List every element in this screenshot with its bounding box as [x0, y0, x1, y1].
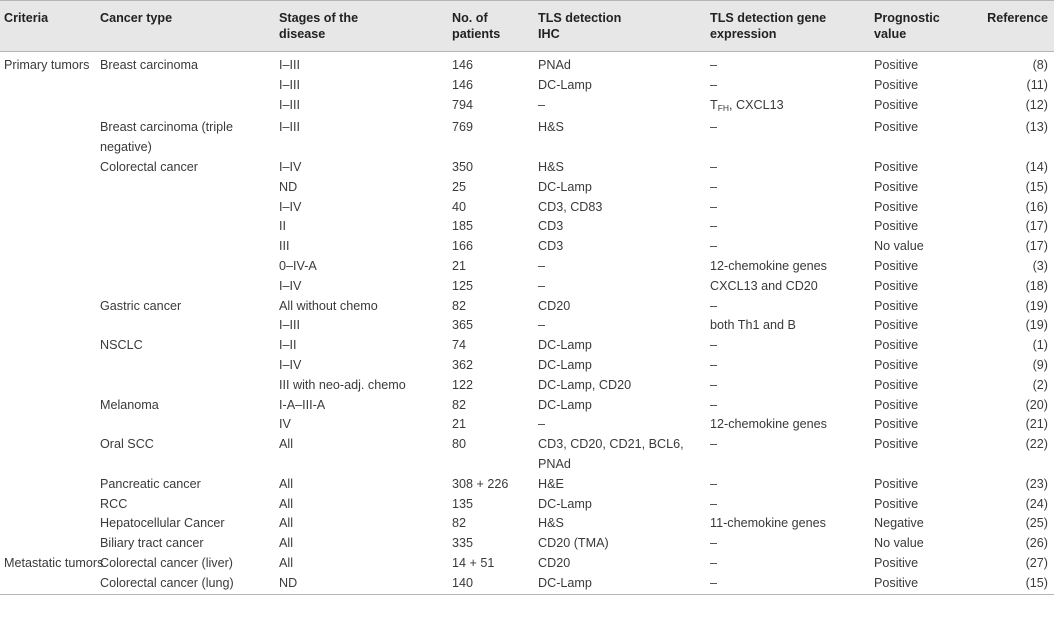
cell-cancer-type: [96, 316, 275, 336]
cell-prognostic: Positive: [874, 120, 919, 135]
cell-patients: 80: [452, 437, 467, 452]
cell-criteria: [0, 257, 96, 277]
cell-stage: ND: [275, 574, 448, 594]
table-row: [0, 96, 1054, 119]
cell-gene: 11-chemokine genes: [710, 516, 826, 531]
cell-stage: I–III: [279, 120, 300, 135]
table-row: [0, 277, 1054, 297]
cell-stage: IV: [279, 417, 291, 432]
table-row: [0, 495, 1054, 515]
cell-cancer-type: Colorectal cancer (liver): [100, 555, 233, 570]
cell-patients: 350: [452, 159, 474, 174]
cell-prognostic: Positive: [874, 219, 919, 234]
cell-gene: CXCL13 and CD20: [710, 278, 818, 293]
cell-patients: 125: [452, 278, 474, 293]
cell-gene: –: [706, 574, 870, 594]
cell-criteria: [0, 297, 96, 317]
cell-cancer-type: Oral SCC: [100, 437, 154, 452]
header-reference: Reference: [966, 1, 1054, 52]
cell-patients: 14 + 51: [452, 555, 495, 570]
cell-criteria: [0, 158, 96, 178]
header-row: [0, 1, 1054, 52]
table-row: [0, 316, 1054, 336]
table-row: [0, 415, 1054, 435]
cell-patients: 308 + 226: [452, 476, 509, 491]
cell-cancer-type: [96, 76, 275, 96]
cell-prognostic: Positive: [874, 555, 919, 570]
cell-patients: 82: [452, 298, 467, 313]
cell-cancer-type: [96, 376, 275, 396]
cell-cancer-type: Gastric cancer: [100, 298, 182, 313]
cell-prognostic: Positive: [874, 377, 919, 392]
cell-prognostic: Positive: [874, 298, 919, 313]
table-row: [0, 198, 1054, 218]
cell-gene: –: [710, 437, 718, 452]
cell-cancer-type: Breast carcinoma: [100, 58, 198, 72]
table-row: [0, 514, 1054, 534]
cell-patients: 74: [452, 338, 467, 353]
table-row: [0, 237, 1054, 257]
cell-criteria: [0, 217, 96, 237]
table-row: [0, 534, 1054, 554]
cell-ihc: CD20: [538, 555, 571, 570]
cell-patients: 122: [452, 377, 474, 392]
cell-criteria: [0, 76, 96, 96]
cell-ihc: CD3, CD83: [538, 199, 603, 214]
cell-patients: 769: [452, 120, 474, 135]
cell-gene: –: [710, 199, 718, 214]
cell-prognostic: Positive: [874, 58, 919, 72]
cell-gene: –: [710, 58, 718, 72]
cell-prognostic: Negative: [874, 516, 924, 531]
cell-criteria: [0, 396, 96, 416]
cell-cancer-type: [96, 178, 275, 198]
table-row: [0, 217, 1054, 237]
cell-criteria: [0, 118, 96, 158]
cell-prognostic: Positive: [874, 397, 919, 412]
cell-patients: 794: [452, 97, 474, 112]
cell-stage: All without chemo: [279, 298, 378, 313]
cell-gene: –: [710, 476, 718, 491]
cell-patients: 146: [452, 58, 474, 72]
cell-ihc: –: [538, 417, 546, 432]
cell-criteria: [0, 178, 96, 198]
cell-reference: (8): [1032, 58, 1048, 72]
gene-text-rest: , CXCL13: [729, 97, 784, 112]
cell-cancer-type: [96, 237, 275, 257]
cell-reference: (1): [1032, 338, 1048, 353]
table-row: [0, 76, 1054, 96]
cell-stage: III: [279, 239, 290, 254]
cell-prognostic: Positive: [874, 179, 919, 194]
cell-ihc: H&S: [538, 159, 564, 174]
cell-cancer-type: [96, 217, 275, 237]
cell-ihc: DC-Lamp: [538, 179, 592, 194]
cell-prognostic: Positive: [874, 97, 919, 112]
cell-ihc: CD20: [538, 298, 571, 313]
header-gene: TLS detection gene expression: [706, 1, 870, 52]
header-prognostic: Prognostic value: [870, 1, 966, 52]
cell-patients: 365: [452, 318, 474, 333]
cell-criteria: [0, 475, 96, 495]
cell-criteria: Primary tumors: [4, 58, 90, 72]
cell-prognostic: Positive: [874, 278, 919, 293]
cell-cancer-type: [96, 277, 275, 297]
cell-gene: –: [710, 397, 718, 412]
cell-gene: –: [710, 239, 718, 254]
cell-criteria: [0, 237, 96, 257]
cell-patients: 362: [452, 357, 474, 372]
cell-gene: –: [710, 536, 718, 551]
cell-criteria: [0, 376, 96, 396]
cell-reference: (16): [1025, 199, 1048, 214]
cell-criteria: [0, 574, 96, 594]
cell-prognostic: Positive: [874, 338, 919, 353]
cell-cancer-type: [96, 96, 275, 119]
cell-reference: (17): [1025, 219, 1048, 234]
cell-patients: 140: [448, 574, 534, 594]
cell-patients: 335: [452, 536, 474, 551]
cell-reference: (24): [1025, 496, 1048, 511]
cell-criteria: Metastatic tumors: [4, 555, 104, 570]
cell-reference: (9): [1032, 357, 1048, 372]
cell-gene: –: [710, 555, 718, 570]
header-cancer-type: Cancer type: [96, 1, 275, 52]
cell-criteria: [0, 198, 96, 218]
cell-criteria: [0, 415, 96, 435]
cell-reference: (15): [1025, 179, 1048, 194]
cell-stage: I–III: [279, 318, 300, 333]
header-stages: Stages of the disease: [275, 1, 448, 52]
cell-reference: (12): [1025, 97, 1048, 112]
cell-gene: 12-chemokine genes: [710, 258, 827, 273]
cell-reference: (17): [1025, 239, 1048, 254]
cell-reference: (18): [1025, 278, 1048, 293]
cell-prognostic: Positive: [874, 77, 919, 92]
table-row: [0, 356, 1054, 376]
cell-prognostic: No value: [874, 536, 924, 551]
cell-stage: I–III: [279, 58, 300, 72]
cell-cancer-type: [96, 257, 275, 277]
cell-gene: –: [710, 179, 718, 194]
table-row: [0, 554, 1054, 574]
cell-criteria: [0, 316, 96, 336]
cell-ihc: CD20 (TMA): [538, 536, 609, 551]
cell-stage: I-A–III-A: [279, 397, 326, 412]
cell-stage: I–II: [279, 338, 297, 353]
cell-gene: –: [710, 357, 718, 372]
cell-stage: All: [279, 536, 293, 551]
cell-criteria: [0, 96, 96, 119]
cell-cancer-type: Colorectal cancer: [100, 159, 198, 174]
table-row: [0, 475, 1054, 495]
cell-stage: I–III: [279, 77, 300, 92]
cell-reference: (26): [1025, 536, 1048, 551]
cell-cancer-type: Breast carcinoma (triple negative): [100, 120, 233, 155]
cell-prognostic: No value: [874, 239, 924, 254]
cell-reference: (14): [1025, 159, 1048, 174]
cell-reference: (25): [1025, 516, 1048, 531]
cell-prognostic: Positive: [874, 159, 919, 174]
cell-ihc: –: [538, 318, 546, 333]
cell-prognostic: Positive: [874, 357, 919, 372]
cell-gene: –: [710, 496, 718, 511]
cell-ihc: CD3: [538, 239, 564, 254]
cell-criteria: [0, 336, 96, 356]
cell-criteria: [0, 514, 96, 534]
cell-cancer-type: Melanoma: [100, 397, 159, 412]
cell-reference: (19): [1025, 298, 1048, 313]
header-patients: No. of patients: [448, 1, 534, 52]
cell-criteria: [0, 356, 96, 376]
cell-ihc: –: [538, 258, 546, 273]
cell-cancer-type: Colorectal cancer (lung): [96, 574, 275, 594]
cell-reference: (23): [1025, 476, 1048, 491]
cell-stage: I–IV: [279, 357, 302, 372]
cell-ihc: PNAd: [538, 58, 571, 72]
header-criteria: Criteria: [0, 1, 96, 52]
table-body: [0, 52, 1054, 595]
cell-gene: –: [710, 377, 718, 392]
cell-reference: (19): [1025, 318, 1048, 333]
cell-gene: [706, 96, 870, 119]
cell-criteria: [0, 435, 96, 475]
cell-prognostic: Positive: [874, 417, 919, 432]
cell-cancer-type: [96, 356, 275, 376]
table-row: [0, 396, 1054, 416]
cell-prognostic: Positive: [870, 574, 966, 594]
cell-patients: 40: [452, 199, 467, 214]
cell-stage: I–IV: [279, 278, 302, 293]
cell-stage: All: [279, 516, 293, 531]
cell-stage: I–III: [279, 97, 300, 112]
cell-patients: 135: [452, 496, 474, 511]
cell-gene: –: [710, 77, 718, 92]
cell-reference: (2): [1032, 377, 1048, 392]
cell-ihc: CD3: [538, 219, 564, 234]
cell-criteria: [0, 534, 96, 554]
cell-stage: I–IV: [279, 159, 302, 174]
cell-cancer-type: Hepatocellular Cancer: [100, 516, 225, 531]
cell-prognostic: Positive: [874, 199, 919, 214]
cell-ihc: H&E: [538, 476, 564, 491]
cell-cancer-type: RCC: [100, 496, 128, 511]
cell-gene: –: [710, 120, 718, 135]
cell-patients: 185: [452, 219, 474, 234]
table-row: [0, 435, 1054, 475]
cell-ihc: –: [538, 97, 546, 112]
cell-reference: (21): [1025, 417, 1048, 432]
cell-patients: 166: [452, 239, 474, 254]
cell-stage: All: [279, 476, 293, 491]
table-row: [0, 574, 1054, 594]
cell-stage: 0–IV-A: [279, 258, 317, 273]
cell-patients: 21: [452, 258, 467, 273]
cell-stage: All: [279, 496, 293, 511]
cell-cancer-type: NSCLC: [100, 338, 143, 353]
cell-prognostic: Positive: [874, 476, 919, 491]
cell-reference: (22): [1025, 437, 1048, 452]
cell-ihc: DC-Lamp, CD20: [538, 377, 632, 392]
cell-stage: III with neo-adj. chemo: [279, 377, 406, 392]
cell-criteria: [0, 277, 96, 297]
table-row: [0, 178, 1054, 198]
cell-reference: (11): [1026, 77, 1048, 92]
table-row: [0, 257, 1054, 277]
cell-stage: All: [279, 555, 293, 570]
cell-ihc: –: [538, 278, 546, 293]
cell-ihc: H&S: [538, 120, 564, 135]
cell-stage: II: [279, 219, 286, 234]
cell-reference: (20): [1025, 397, 1048, 412]
cell-patients: 82: [452, 397, 467, 412]
gene-text: T: [710, 97, 718, 112]
cell-ihc: H&S: [538, 516, 564, 531]
table-row: [0, 52, 1054, 76]
cell-gene: –: [710, 298, 718, 313]
table-row: [0, 118, 1054, 158]
cell-gene: –: [710, 338, 718, 353]
cell-gene: –: [710, 219, 718, 234]
table-row: [0, 336, 1054, 356]
cell-patients: 82: [452, 516, 467, 531]
cell-ihc: DC-Lamp: [538, 357, 592, 372]
cell-ihc: DC-Lamp: [538, 77, 592, 92]
cell-ihc: CD3, CD20, CD21, BCL6, PNAd: [538, 437, 684, 471]
cell-cancer-type: Biliary tract cancer: [100, 536, 204, 551]
cell-reference: (3): [1032, 258, 1048, 273]
cell-stage: ND: [279, 179, 298, 194]
cell-ihc: DC-Lamp: [538, 397, 592, 412]
cell-gene: 12-chemokine genes: [710, 417, 827, 432]
header-ihc: TLS detection IHC: [534, 1, 706, 52]
cell-reference: (15): [966, 574, 1054, 594]
cell-cancer-type: Pancreatic cancer: [100, 476, 201, 491]
cell-gene: –: [710, 159, 718, 174]
cell-patients: 21: [452, 417, 467, 432]
cell-gene: both Th1 and B: [710, 318, 796, 333]
cell-stage: All: [279, 437, 293, 452]
cell-cancer-type: [96, 198, 275, 218]
cell-reference: (27): [1025, 555, 1048, 570]
cell-prognostic: Positive: [874, 437, 919, 452]
cell-ihc: DC-Lamp: [538, 496, 592, 511]
gene-subscript: FH: [717, 102, 730, 113]
cell-reference: (13): [1025, 120, 1048, 135]
cell-cancer-type: [96, 415, 275, 435]
cell-prognostic: Positive: [874, 496, 919, 511]
cell-criteria: [0, 495, 96, 515]
cell-patients: 25: [452, 179, 467, 194]
table-row: [0, 297, 1054, 317]
cell-prognostic: Positive: [874, 258, 919, 273]
cell-ihc: DC-Lamp: [538, 338, 592, 353]
cell-ihc: DC-Lamp: [534, 574, 706, 594]
table-row: [0, 158, 1054, 178]
cell-stage: I–IV: [279, 199, 302, 214]
cell-prognostic: Positive: [874, 318, 919, 333]
cell-patients: 146: [452, 77, 474, 92]
table-row: [0, 376, 1054, 396]
